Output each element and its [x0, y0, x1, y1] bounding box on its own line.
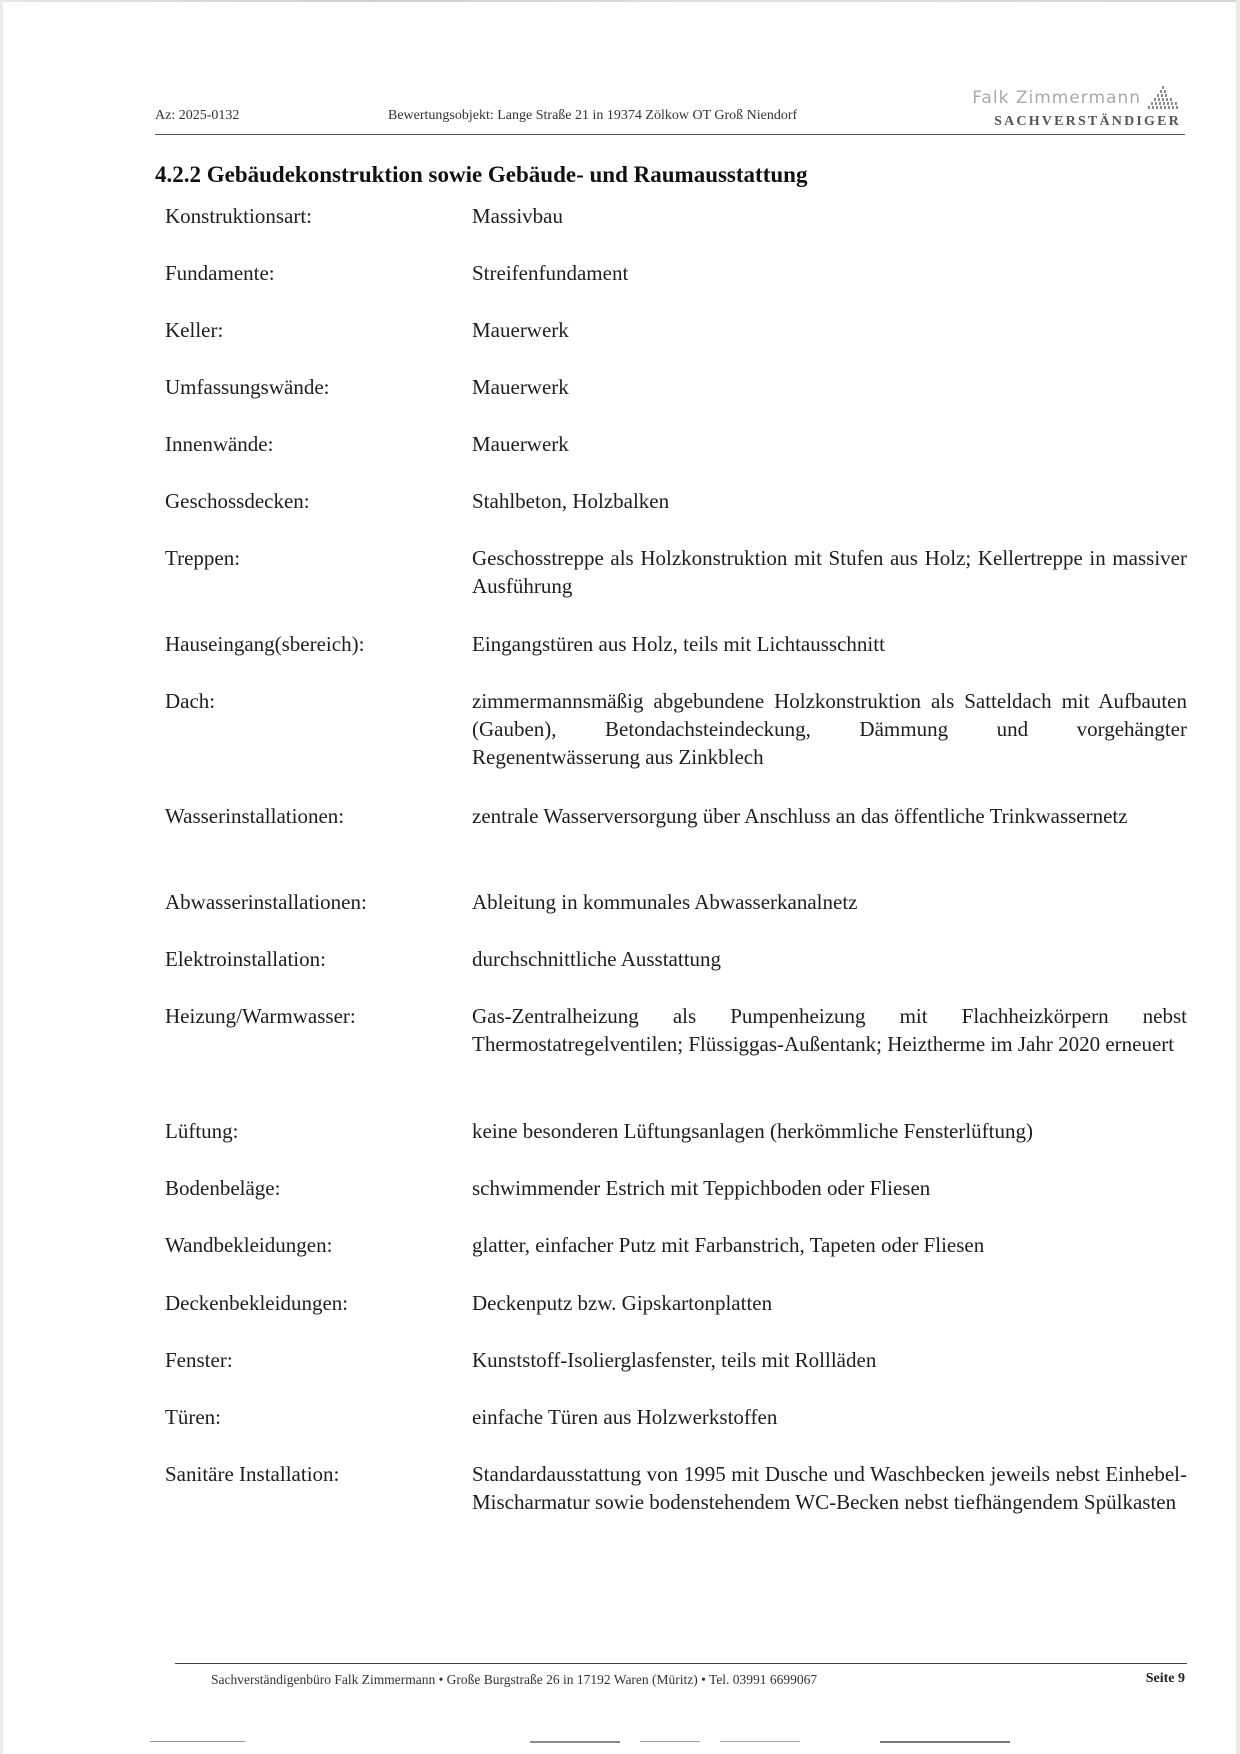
spec-value: Eingangstüren aus Holz, teils mit Lichtausschnitt	[472, 632, 885, 656]
spec-label: Geschossdecken:	[165, 489, 310, 513]
spec-label: Elektroinstallation:	[165, 947, 326, 971]
spec-label: Deckenbekleidungen:	[165, 1291, 349, 1315]
building-icon	[1145, 86, 1181, 112]
spec-value: keine besonderen Lüftungsanlagen (herkömmliche Fensterlüftung)	[472, 1119, 1033, 1143]
spec-value: Ableitung in kommunales Abwasserkanalnetz	[472, 890, 858, 914]
spec-value: Gas-Zentralheizung als Pumpenheizung mit Flachheizkörpern nebst Thermostatregelventilen; Flüssiggas-Außentank; Heiztherme im Jahr 2020 erneuert	[472, 1004, 1187, 1056]
spec-label: Lüftung:	[165, 1119, 239, 1143]
spec-value: zentrale Wasserversorgung über Anschluss an das öffentliche Trinkwassernetz	[472, 804, 1128, 828]
page-header	[155, 84, 1185, 136]
company-logo	[972, 84, 1185, 136]
footer-divider	[175, 1663, 1187, 1664]
logo-subtitle: SACHVERSTÄNDIGER	[994, 114, 1181, 129]
valuation-object: Bewertungsobjekt: Lange Straße 21 in 19374 Zölkow OT Groß Niendorf	[388, 108, 798, 123]
scan-bottom-marks	[0, 1740, 1240, 1743]
spec-value: Kunststoff-Isolierglasfenster, teils mit Rollläden	[472, 1348, 877, 1372]
footer-contact: Sachverständigenbüro Falk Zimmermann • Große Burgstraße 26 in 17192 Waren (Müritz) • Tel. 03991 6699067	[211, 1672, 818, 1687]
spec-value: Geschosstreppe als Holzkonstruktion mit Stufen aus Holz; Kellertreppe in massiver Ausführung	[472, 546, 1187, 598]
spec-value: Deckenputz bzw. Gipskartonplatten	[472, 1291, 773, 1315]
logo-name: Falk Zimmermann	[972, 88, 1141, 108]
spec-value: Mauerwerk	[472, 432, 569, 456]
spec-label: Treppen:	[165, 546, 241, 570]
spec-label: Abwasserinstallationen:	[165, 890, 367, 914]
spec-value: Massivbau	[472, 204, 563, 228]
spec-value: Streifenfundament	[472, 261, 629, 285]
spec-value: zimmermannsmäßig abgebundene Holzkonstruktion als Satteldach mit Aufbauten (Gauben), Betondachsteindeckung, Dämmung und vorgehängter Regenentwässerung aus Zinkblech	[472, 689, 1187, 769]
section-heading: 4.2.2 Gebäudekonstruktion sowie Gebäude- und Raumausstattung	[155, 162, 808, 187]
spec-value: Mauerwerk	[472, 375, 569, 399]
spec-label: Bodenbeläge:	[165, 1176, 281, 1200]
spec-label: Keller:	[165, 318, 224, 342]
spec-label: Fundamente:	[165, 261, 275, 285]
page-number: Seite 9	[1145, 1671, 1185, 1686]
spec-label: Wandbekleidungen:	[165, 1233, 333, 1257]
spec-label: Konstruktionsart:	[165, 204, 312, 228]
spec-value: Standardausstattung von 1995 mit Dusche und Waschbecken jeweils nebst Einhebel-Mischarmatur sowie bodenstehendem WC-Becken nebst tiefhängendem Spülkasten	[472, 1462, 1187, 1514]
spec-label: Heizung/Warmwasser:	[165, 1004, 356, 1028]
spec-value: schwimmender Estrich mit Teppichboden oder Fliesen	[472, 1176, 931, 1200]
spec-label: Fenster:	[165, 1348, 233, 1372]
scan-edge-right	[1236, 0, 1240, 1754]
spec-value: Mauerwerk	[472, 318, 569, 342]
spec-value: glatter, einfacher Putz mit Farbanstrich, Tapeten oder Fliesen	[472, 1233, 985, 1257]
spec-label: Wasserinstallationen:	[165, 804, 345, 828]
spec-label: Türen:	[165, 1405, 221, 1429]
spec-label: Innenwände:	[165, 432, 274, 456]
spec-value: durchschnittliche Ausstattung	[472, 947, 722, 971]
spec-label: Sanitäre Installation:	[165, 1462, 340, 1486]
spec-label: Dach:	[165, 689, 216, 713]
spec-label: Umfassungswände:	[165, 375, 330, 399]
spec-label: Hauseingang(sbereich):	[165, 632, 365, 656]
file-reference: Az: 2025-0132	[155, 108, 240, 123]
spec-value: einfache Türen aus Holzwerkstoffen	[472, 1405, 778, 1429]
scan-edge-top	[0, 0, 1240, 2]
header-divider	[155, 134, 1185, 135]
spec-value: Stahlbeton, Holzbalken	[472, 489, 670, 513]
scan-edge-left	[0, 0, 3, 1754]
